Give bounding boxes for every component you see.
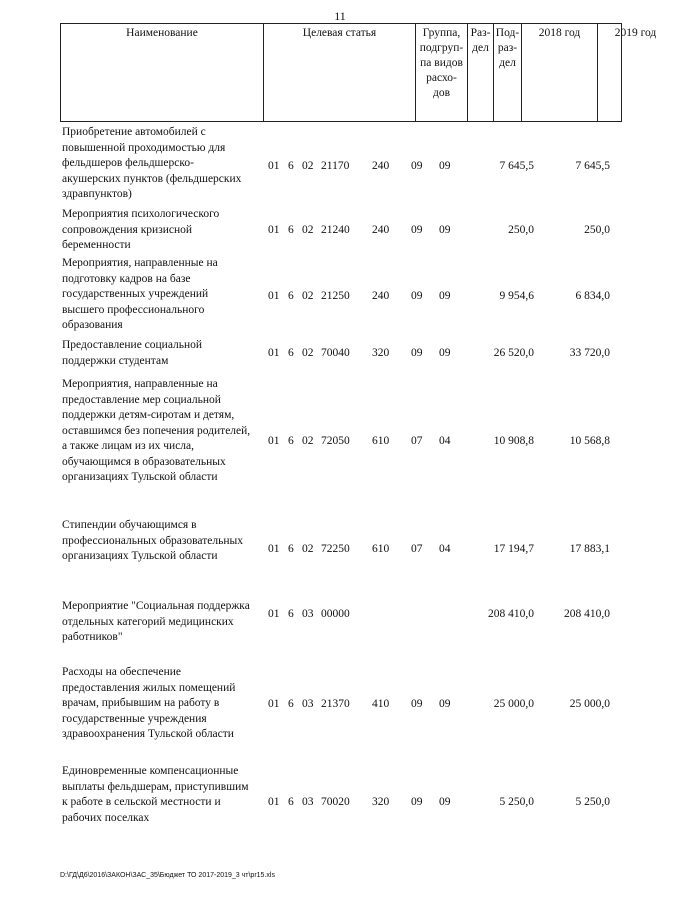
amount-2019: 7 645,5 bbox=[575, 160, 610, 172]
code-subprogram: 6 bbox=[288, 290, 294, 302]
amount-2019: 6 834,0 bbox=[575, 290, 610, 302]
subsection-code: 04 bbox=[439, 543, 451, 555]
code-direction: 21370 bbox=[321, 698, 350, 710]
amount-2018: 17 194,7 bbox=[493, 543, 534, 555]
code-event: 03 bbox=[302, 698, 314, 710]
amount-2019: 33 720,0 bbox=[569, 347, 610, 359]
code-event: 02 bbox=[302, 160, 314, 172]
amount-2018: 26 520,0 bbox=[493, 347, 534, 359]
code-program: 01 bbox=[268, 160, 280, 172]
code-event: 02 bbox=[302, 224, 314, 236]
row-name: Расходы на обеспечение предоставления жилых помещений врачам, прибывшим на работу в государственные учреждения здравоохранения Тульской области bbox=[62, 666, 236, 740]
group-code: 240 bbox=[372, 290, 390, 302]
code-event: 02 bbox=[302, 290, 314, 302]
file-path-footer: D:\ГД\Д6\2016\ЗАКОН\ЗАС_35\Бюджет ТО 2017-2019_3 чт\pr15.xls bbox=[60, 872, 275, 879]
row-name: Мероприятие "Социальная поддержка отдельных категорий медицинских работников" bbox=[62, 600, 250, 643]
row-name: Мероприятия, направленные на предоставление мер социальной поддержки детям-сиротам и детям, оставшимся без попечения родителей, а также лицам из их числа, обучающимся в образовательных организациях Тульской области bbox=[62, 378, 251, 483]
code-subprogram: 6 bbox=[288, 435, 294, 447]
code-subprogram: 6 bbox=[288, 608, 294, 620]
group-code: 320 bbox=[372, 796, 390, 808]
amount-2018: 7 645,5 bbox=[499, 160, 534, 172]
amount-2019: 17 883,1 bbox=[569, 543, 610, 555]
header-target: Целевая статья bbox=[263, 24, 415, 121]
section-code: 09 bbox=[411, 224, 423, 236]
header-section: Раз- дел bbox=[467, 24, 493, 121]
code-program: 01 bbox=[268, 347, 280, 359]
code-program: 01 bbox=[268, 435, 280, 447]
group-code: 610 bbox=[372, 543, 390, 555]
code-direction: 21250 bbox=[321, 290, 350, 302]
code-program: 01 bbox=[268, 224, 280, 236]
section-code: 09 bbox=[411, 698, 423, 710]
row-name: Предоставление социальной поддержки студентам bbox=[62, 339, 203, 367]
code-event: 03 bbox=[302, 796, 314, 808]
code-subprogram: 6 bbox=[288, 698, 294, 710]
page-number: 11 bbox=[334, 9, 346, 23]
code-subprogram: 6 bbox=[288, 543, 294, 555]
group-code: 410 bbox=[372, 698, 390, 710]
section-code: 09 bbox=[411, 290, 423, 302]
group-code: 240 bbox=[372, 160, 390, 172]
section-code: 07 bbox=[411, 543, 423, 555]
code-event: 02 bbox=[302, 347, 314, 359]
code-subprogram: 6 bbox=[288, 160, 294, 172]
row-name: Мероприятия, направленные на подготовку кадров на базе государственных учреждений высшего профессионального образования bbox=[62, 257, 218, 331]
amount-2018: 250,0 bbox=[508, 224, 534, 236]
amount-2019: 5 250,0 bbox=[575, 796, 610, 808]
table-header bbox=[60, 23, 657, 122]
amount-2019: 10 568,8 bbox=[569, 435, 610, 447]
amount-2018: 10 908,8 bbox=[493, 435, 534, 447]
code-direction: 21240 bbox=[321, 224, 350, 236]
subsection-code: 09 bbox=[439, 796, 451, 808]
subsection-code: 09 bbox=[439, 290, 451, 302]
code-subprogram: 6 bbox=[288, 796, 294, 808]
code-program: 01 bbox=[268, 290, 280, 302]
code-event: 02 bbox=[302, 543, 314, 555]
header-name: Наименование bbox=[126, 27, 198, 39]
group-code: 610 bbox=[372, 435, 390, 447]
row-name: Стипендии обучающимся в профессиональных образовательных организациях Тульской области bbox=[62, 519, 243, 562]
code-program: 01 bbox=[268, 608, 280, 620]
code-program: 01 bbox=[268, 698, 280, 710]
header-group: Группа, подгруп- па видов расхо- дов bbox=[415, 24, 467, 121]
section-code: 09 bbox=[411, 160, 423, 172]
code-direction: 00000 bbox=[321, 608, 350, 620]
group-code: 320 bbox=[372, 347, 390, 359]
subsection-code: 09 bbox=[439, 347, 451, 359]
subsection-code: 09 bbox=[439, 698, 451, 710]
amount-2018: 208 410,0 bbox=[488, 608, 534, 620]
amount-2019: 250,0 bbox=[584, 224, 610, 236]
amount-2018: 5 250,0 bbox=[499, 796, 534, 808]
code-program: 01 bbox=[268, 543, 280, 555]
code-subprogram: 6 bbox=[288, 224, 294, 236]
subsection-code: 09 bbox=[439, 224, 451, 236]
code-direction: 72250 bbox=[321, 543, 350, 555]
row-name: Приобретение автомобилей с повышенной проходимостью для фельдшеров фельдшерско-акушерских пунктов (фельдшерских здравпунктов) bbox=[62, 126, 242, 200]
row-name: Мероприятия психологического сопровождения кризисной беременности bbox=[62, 208, 220, 251]
code-direction: 70020 bbox=[321, 796, 350, 808]
subsection-code: 09 bbox=[439, 160, 451, 172]
code-direction: 70040 bbox=[321, 347, 350, 359]
section-code: 09 bbox=[411, 347, 423, 359]
amount-2018: 25 000,0 bbox=[493, 698, 534, 710]
code-subprogram: 6 bbox=[288, 347, 294, 359]
group-code: 240 bbox=[372, 224, 390, 236]
code-direction: 72050 bbox=[321, 435, 350, 447]
header-subsection: Под- раз- дел bbox=[493, 24, 521, 121]
amount-2019: 25 000,0 bbox=[569, 698, 610, 710]
amount-2019: 208 410,0 bbox=[564, 608, 610, 620]
code-event: 02 bbox=[302, 435, 314, 447]
header-2018: 2018 год bbox=[521, 24, 597, 121]
section-code: 09 bbox=[411, 796, 423, 808]
header-2019: 2019 год bbox=[597, 24, 673, 121]
code-event: 03 bbox=[302, 608, 314, 620]
code-direction: 21170 bbox=[321, 160, 350, 172]
code-program: 01 bbox=[268, 796, 280, 808]
amount-2018: 9 954,6 bbox=[499, 290, 534, 302]
section-code: 07 bbox=[411, 435, 423, 447]
subsection-code: 04 bbox=[439, 435, 451, 447]
row-name: Единовременные компенсационные выплаты фельдшерам, приступившим к работе в сельской местности и рабочих поселках bbox=[62, 765, 249, 824]
